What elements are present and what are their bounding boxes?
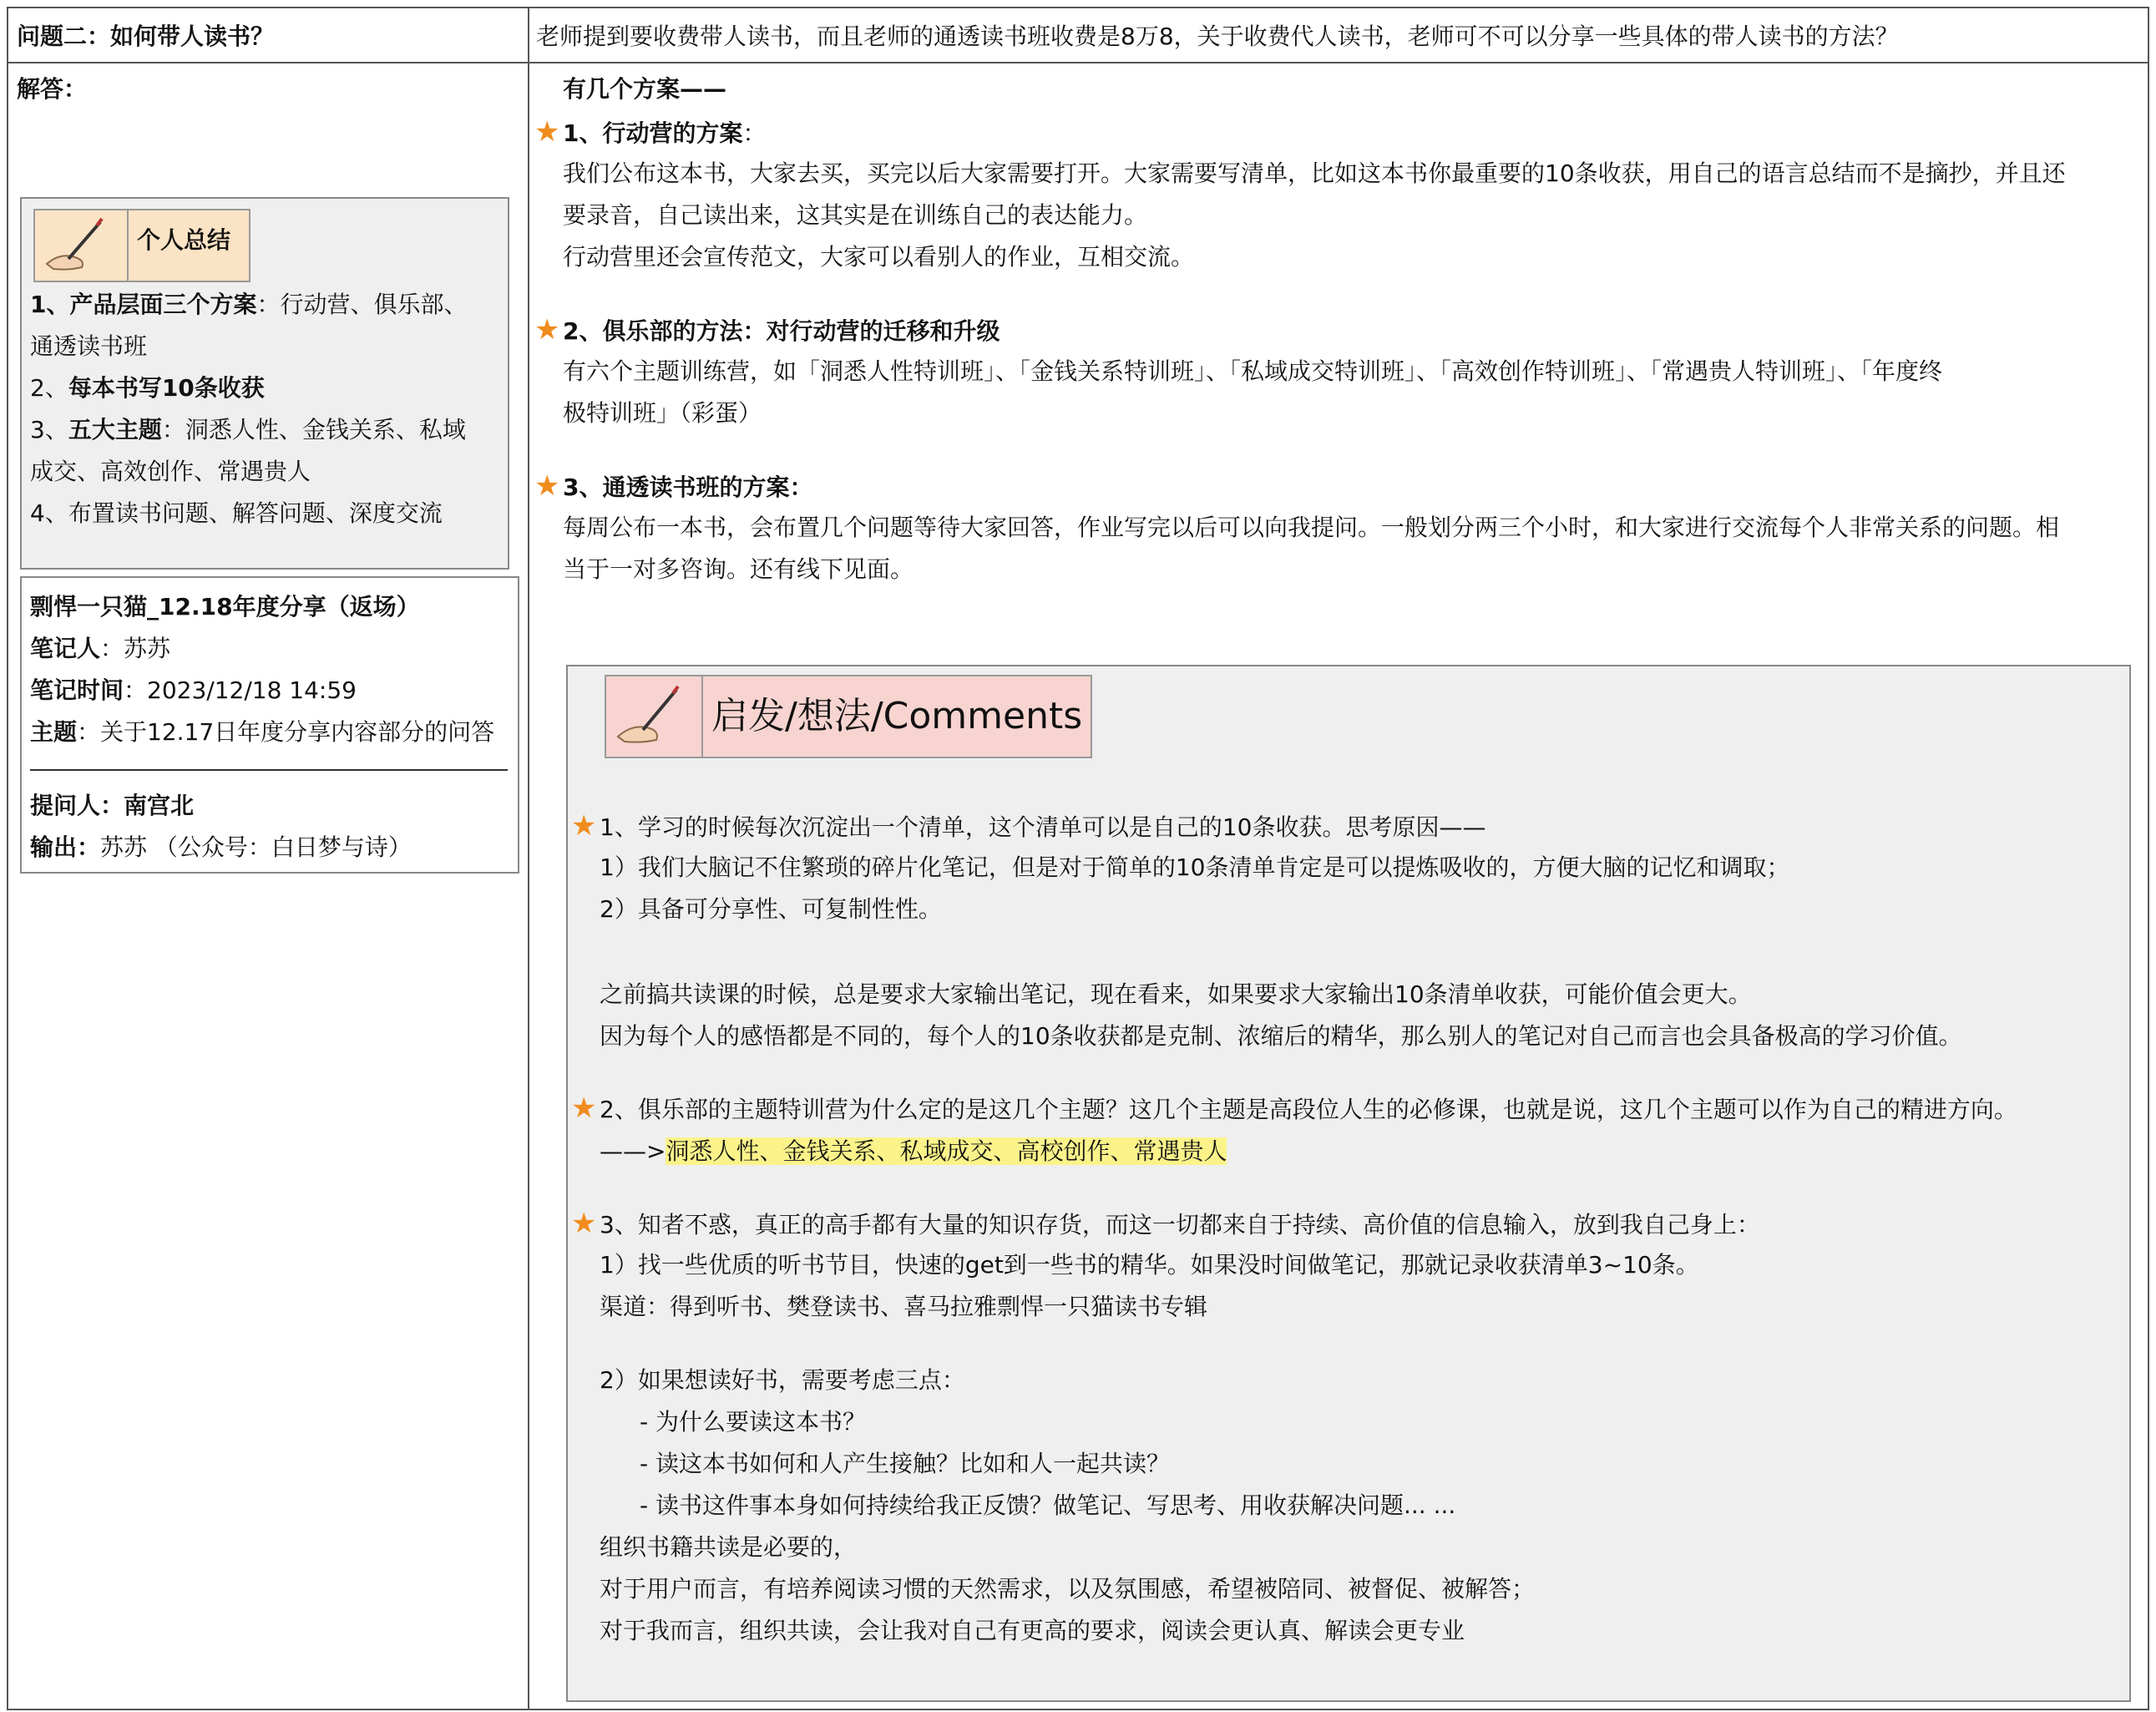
note-taker-label: 笔记人 — [30, 635, 101, 662]
answer-label: 解答： — [17, 75, 88, 103]
note-time — [30, 670, 357, 712]
question-label: 问题二：如何带人读书？ — [17, 23, 275, 50]
summary-item-2-num: 2、 — [30, 374, 68, 402]
asker: 提问人：南宫北 — [30, 792, 195, 819]
summary-item-4-num: 4、 — [30, 499, 68, 527]
summary-item-1-cont: 通透读书班 — [30, 332, 148, 360]
note-title: 剽悍一只猫_12.18年度分享（返场） — [30, 593, 420, 620]
note-topic-value: ：关于12.17日年度分享内容部分的问答 — [77, 718, 495, 746]
plan-3-title-text: 3、通透读书班的方案： — [563, 474, 813, 501]
comment-line-6 — [571, 1087, 2017, 1131]
writing-hand-icon — [606, 676, 703, 757]
star-icon: ★ — [571, 1092, 597, 1125]
note-meta-panel — [20, 576, 519, 874]
summary-item-1-rest: ：行动营、俱乐部、 — [256, 291, 468, 318]
summary-item-3 — [30, 409, 498, 451]
note-time-label: 笔记时间 — [30, 676, 124, 704]
summary-title-tab — [33, 209, 251, 282]
plan-1-title-suffix: ： — [742, 119, 767, 147]
summary-item-1-num: 1、 — [30, 291, 70, 318]
comment-line-5: 因为每个人的感悟都是不同的，每个人的10条收获都是克制、浓缩后的精华，那么别人的笔记对自己而言也会具备极高的学习价值。 — [600, 1022, 1962, 1050]
note-topic-label: 主题 — [30, 718, 78, 746]
comment-line-2: 1）我们大脑记不住繁琐的碎片化笔记，但是对于简单的10条清单肯定是可以提炼吸收的，方便大脑的记忆和调取； — [600, 853, 1790, 881]
comment-line-4: 之前搞共读课的时候，总是要求大家输出笔记，现在看来，如果要求大家输出10条清单收获，可能价值会更大。 — [600, 980, 1752, 1008]
plan-2-title — [534, 309, 1000, 352]
question-text: 老师提到要收费带人读书，而且老师的通透读书班收费是8万8，关于收费代人读书，老师可不可以分享一些具体的带人读书的方法？ — [536, 23, 1899, 50]
comment-line-8 — [571, 1203, 1760, 1246]
summary-item-2-bold: 每本书写10条收获 — [68, 374, 265, 402]
note-taker — [30, 628, 170, 670]
summary-item-1 — [30, 284, 498, 326]
comment-line-9: 1）找一些优质的听书节目，快速的get到一些书的精华。如果没时间做笔记，那就记录收获清单3~10条。 — [600, 1251, 1699, 1279]
summary-list — [30, 284, 498, 534]
comment-line-12: - 为什么要读这本书？ — [640, 1408, 867, 1436]
star-icon: ★ — [571, 809, 597, 843]
meta-divider — [30, 769, 508, 771]
output-label: 输出： — [30, 833, 101, 861]
star-icon: ★ — [534, 313, 560, 347]
summary-item-1-bold: 产品层面三个方案 — [69, 291, 257, 318]
output — [30, 827, 412, 869]
comments-panel — [566, 665, 2131, 1702]
summary-title: 个人总结 — [137, 226, 231, 254]
comments-title: 启发/想法/Comments — [711, 695, 1083, 737]
star-icon: ★ — [534, 469, 560, 503]
note-time-value: ：2023/12/18 14:59 — [124, 676, 357, 704]
comment-line-6-text: 2、俱乐部的主题特训营为什么定的是这几个主题？这几个主题是高段位人生的必修课，也就是说，这几个主题可以作为自己的精进方向。 — [600, 1096, 2017, 1123]
highlighted-topics: 洞悉人性、金钱关系、私域成交、高校创作、常遇贵人 — [666, 1137, 1227, 1165]
plan-1-title — [534, 111, 767, 154]
comment-line-1-text: 1、学习的时候每次沉淀出一个清单，这个清单可以是自己的10条收获。思考原因—— — [600, 813, 1486, 841]
comment-line-3: 2）具备可分享性、可复制性性。 — [600, 895, 942, 923]
plan-1-line-1: 我们公布这本书，大家去买，买完以后大家需要打开。大家需要写清单，比如这本书你最重要的10条收获，用自己的语言总结而不是摘抄，并且还 — [563, 160, 2066, 187]
plan-3-title — [534, 465, 812, 509]
table-border-left — [7, 7, 8, 1710]
comment-line-17: 对于我而言，组织共读，会让我对自己有更高的要求，阅读会更认真、解读会更专业 — [600, 1617, 1465, 1644]
star-icon: ★ — [571, 1207, 597, 1240]
summary-item-4 — [30, 493, 498, 534]
comment-line-15: 组织书籍共读是必要的， — [600, 1533, 858, 1561]
table-border-bottom — [7, 1709, 2149, 1710]
arrow-text: ——> — [600, 1137, 666, 1165]
comment-line-1 — [571, 805, 1485, 848]
comment-line-7 — [600, 1131, 1227, 1173]
table-column-divider — [528, 7, 529, 1710]
plan-2-line-2: 极特训班」（彩蛋） — [563, 399, 762, 427]
comment-line-8-text: 3、知者不惑，真正的高手都有大量的知识存货，而这一切都来自于持续、高价值的信息输入，放到我自己身上： — [600, 1211, 1760, 1238]
plan-1-title-text: 1、行动营的方案 — [563, 119, 743, 147]
plan-1-line-3: 行动营里还会宣传范文，大家可以看别人的作业，互相交流。 — [563, 243, 1195, 271]
table-border-top — [7, 7, 2149, 8]
personal-summary-panel — [20, 197, 509, 570]
writing-hand-icon — [35, 210, 129, 281]
plan-2-line-1: 有六个主题训练营，如「洞悉人性特训班」、「金钱关系特训班」、「私域成交特训班」、「高效创作特训班」、「常遇贵人特训班」、「年度终 — [563, 357, 1943, 385]
plan-3-line-2: 当于一对多咨询。还有线下见面。 — [563, 555, 914, 583]
plan-2-title-text: 2、俱乐部的方法：对行动营的迁移和升级 — [563, 317, 1000, 345]
output-value: 苏苏 （公众号：白日梦与诗） — [100, 833, 412, 861]
comments-title-tab — [605, 675, 1092, 758]
summary-item-3-bold: 五大主题 — [68, 416, 162, 443]
table-border-right — [2148, 7, 2149, 1710]
summary-item-3-num: 3、 — [30, 416, 68, 443]
summary-item-4-rest: 布置读书问题、解答问题、深度交流 — [68, 499, 443, 527]
note-topic — [30, 712, 494, 753]
star-icon: ★ — [534, 115, 560, 149]
comment-line-13: - 读这本书如何和人产生接触？比如和人一起共读？ — [640, 1450, 1171, 1477]
plan-3-line-1: 每周公布一本书，会布置几个问题等待大家回答，作业写完以后可以向我提问。一般划分两三个小时，和大家进行交流每个人非常关系的问题。相 — [563, 514, 2060, 541]
comment-line-10: 渠道：得到听书、樊登读书、喜马拉雅剽悍一只猫读书专辑 — [600, 1293, 1208, 1320]
table-row-divider — [7, 62, 2149, 63]
summary-item-3-cont: 成交、高效创作、常遇贵人 — [30, 458, 311, 485]
comment-line-11: 2）如果想读好书，需要考虑三点： — [600, 1366, 965, 1394]
comment-line-16: 对于用户而言，有培养阅读习惯的天然需求，以及氛围感，希望被陪同、被督促、被解答； — [600, 1575, 1536, 1603]
plan-1-line-2: 要录音，自己读出来，这其实是在训练自己的表达能力。 — [563, 201, 1148, 229]
answer-intro: 有几个方案—— — [563, 75, 727, 103]
summary-item-3-rest: ：洞悉人性、金钱关系、私域 — [161, 416, 466, 443]
note-taker-value: ：苏苏 — [100, 635, 171, 662]
summary-item-2 — [30, 367, 498, 409]
comment-line-14: - 读书这件事本身如何持续给我正反馈？做笔记、写思考、用收获解决问题... ... — [640, 1492, 1456, 1519]
